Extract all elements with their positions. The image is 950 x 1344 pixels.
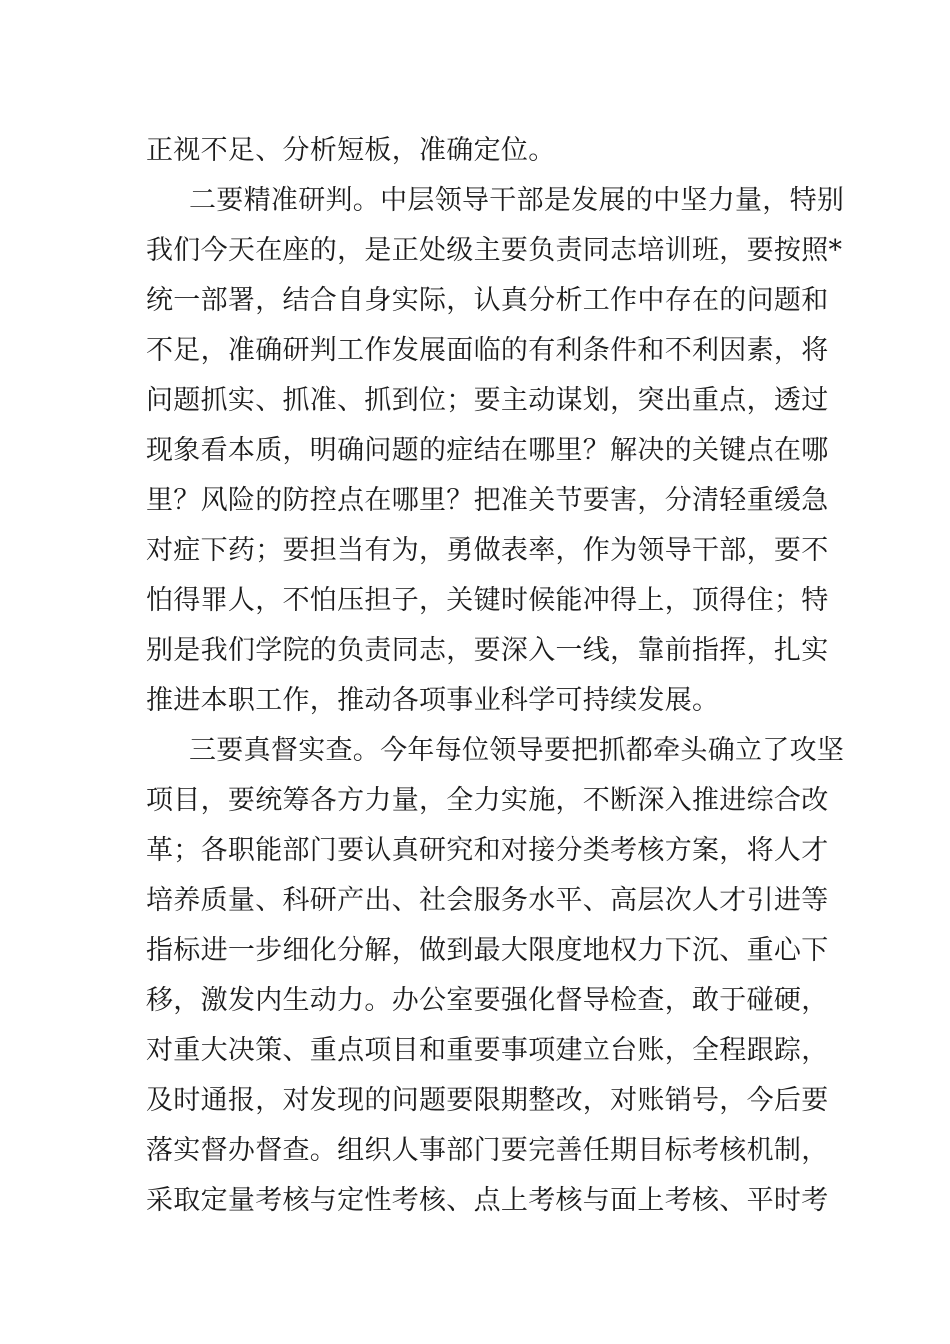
text-line-19: 对重大决策、重点项目和重要事项建立台账，全程跟踪， — [146, 1035, 829, 1066]
text-line-22: 采取定量考核与定性考核、点上考核与面上考核、平时考 — [146, 1185, 829, 1216]
text-line-1: 正视不足、分析短板，准确定位。 — [146, 135, 556, 166]
paragraph-3-line-1: 三要真督实查。今年每位领导要把抓都牵头确立了攻坚 — [189, 735, 845, 766]
text-line-9: 对症下药；要担当有为，勇做表率，作为领导干部，要不 — [146, 535, 829, 566]
text-line-12: 推进本职工作，推动各项事业科学可持续发展。 — [146, 685, 720, 716]
text-line-15: 革；各职能部门要认真研究和对接分类考核方案，将人才 — [146, 835, 829, 866]
text-line-21: 落实督办督查。组织人事部门要完善任期目标考核机制， — [146, 1135, 829, 1166]
text-line-10: 怕得罪人，不怕压担子，关键时候能冲得上，顶得住；特 — [146, 585, 829, 616]
text-line-8: 里？风险的防控点在哪里？把准关节要害，分清轻重缓急 — [146, 485, 829, 516]
text-line-18: 移，激发内生动力。办公室要强化督导检查，敢于碰硬， — [146, 985, 829, 1016]
text-line-11: 别是我们学院的负责同志，要深入一线，靠前指挥，扎实 — [146, 635, 829, 666]
text-line-17: 指标进一步细化分解，做到最大限度地权力下沉、重心下 — [146, 935, 829, 966]
text-line-6: 问题抓实、抓准、抓到位；要主动谋划，突出重点，透过 — [146, 385, 829, 416]
text-line-16: 培养质量、科研产出、社会服务水平、高层次人才引进等 — [146, 885, 829, 916]
text-line-14: 项目，要统筹各方力量，全力实施，不断深入推进综合改 — [146, 785, 829, 816]
text-line-20: 及时通报，对发现的问题要限期整改，对账销号，今后要 — [146, 1085, 829, 1116]
text-line-3: 我们今天在座的，是正处级主要负责同志培训班，要按照* — [146, 235, 843, 266]
text-line-7: 现象看本质，明确问题的症结在哪里？解决的关键点在哪 — [146, 435, 829, 466]
text-line-5: 不足，准确研判工作发展面临的有利条件和不利因素，将 — [146, 335, 829, 366]
text-line-4: 统一部署，结合自身实际，认真分析工作中存在的问题和 — [146, 285, 829, 316]
paragraph-2-line-1: 二要精准研判。中层领导干部是发展的中坚力量，特别 — [189, 185, 845, 216]
